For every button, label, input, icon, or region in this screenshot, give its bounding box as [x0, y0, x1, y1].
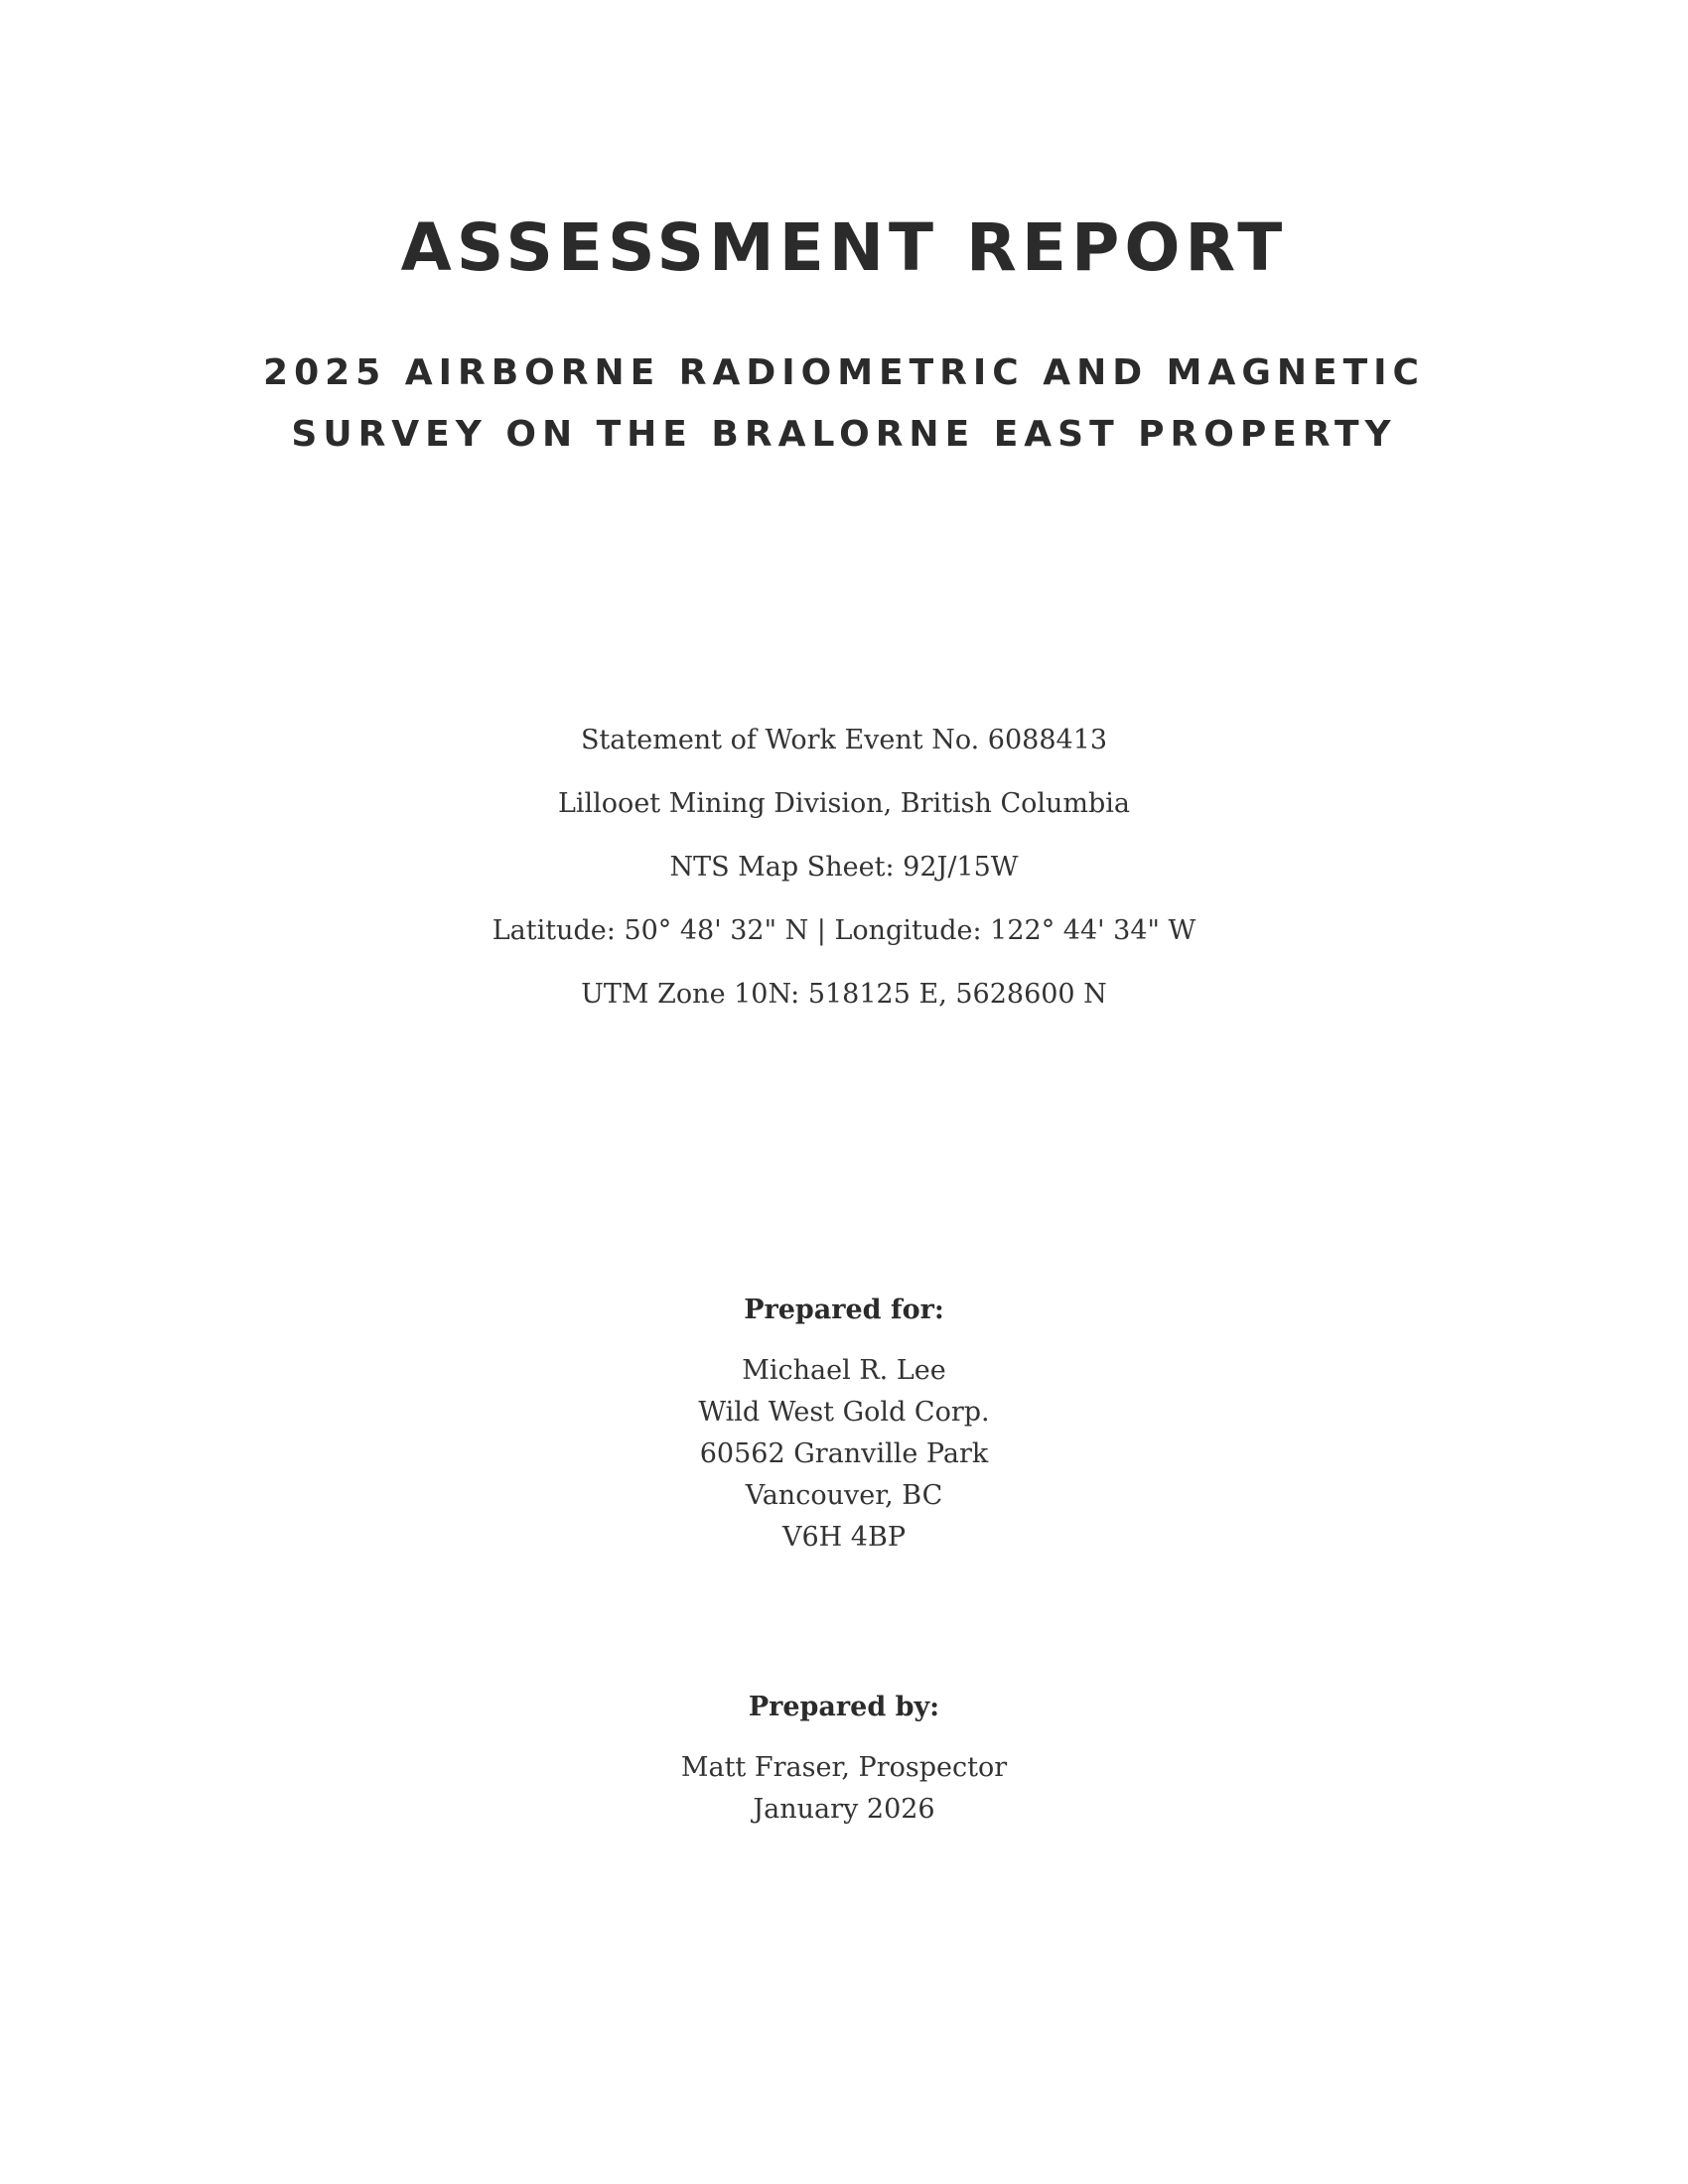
report-subtitle [0, 342, 1688, 466]
client-name: Michael R. Lee [742, 1355, 946, 1386]
client-city: Vancouver, BC [745, 1480, 943, 1511]
prepared-for-heading: Prepared for: [744, 1295, 944, 1325]
report-title: ASSESSMENT REPORT [400, 209, 1288, 286]
subtitle-line-1: 2025 AIRBORNE RADIOMETRIC AND MAGNETIC [263, 352, 1425, 393]
client-postal-code: V6H 4BP [782, 1522, 906, 1553]
prepared-by-section [0, 1688, 1688, 1831]
author-name: Matt Fraser, Prospector [680, 1752, 1008, 1783]
latitude-longitude: Latitude: 50° 48' 32" N | Longitude: 122° 44' 34" W [492, 915, 1196, 946]
subtitle-line-2: SURVEY ON THE BRALORNE EAST PROPERTY [291, 414, 1397, 455]
prepared-by-heading: Prepared by: [748, 1692, 940, 1722]
utm-coordinates: UTM Zone 10N: 518125 E, 5628600 N [581, 979, 1107, 1010]
property-info [0, 720, 1688, 1037]
prepared-for-section [0, 1291, 1688, 1559]
work-event-number: Statement of Work Event No. 6088413 [580, 725, 1108, 755]
client-street: 60562 Granville Park [699, 1438, 989, 1469]
mining-division: Lillooet Mining Division, British Columbia [557, 788, 1131, 819]
report-date: January 2026 [753, 1794, 935, 1825]
client-company: Wild West Gold Corp. [698, 1397, 990, 1428]
nts-map-sheet: NTS Map Sheet: 92J/15W [669, 852, 1019, 883]
